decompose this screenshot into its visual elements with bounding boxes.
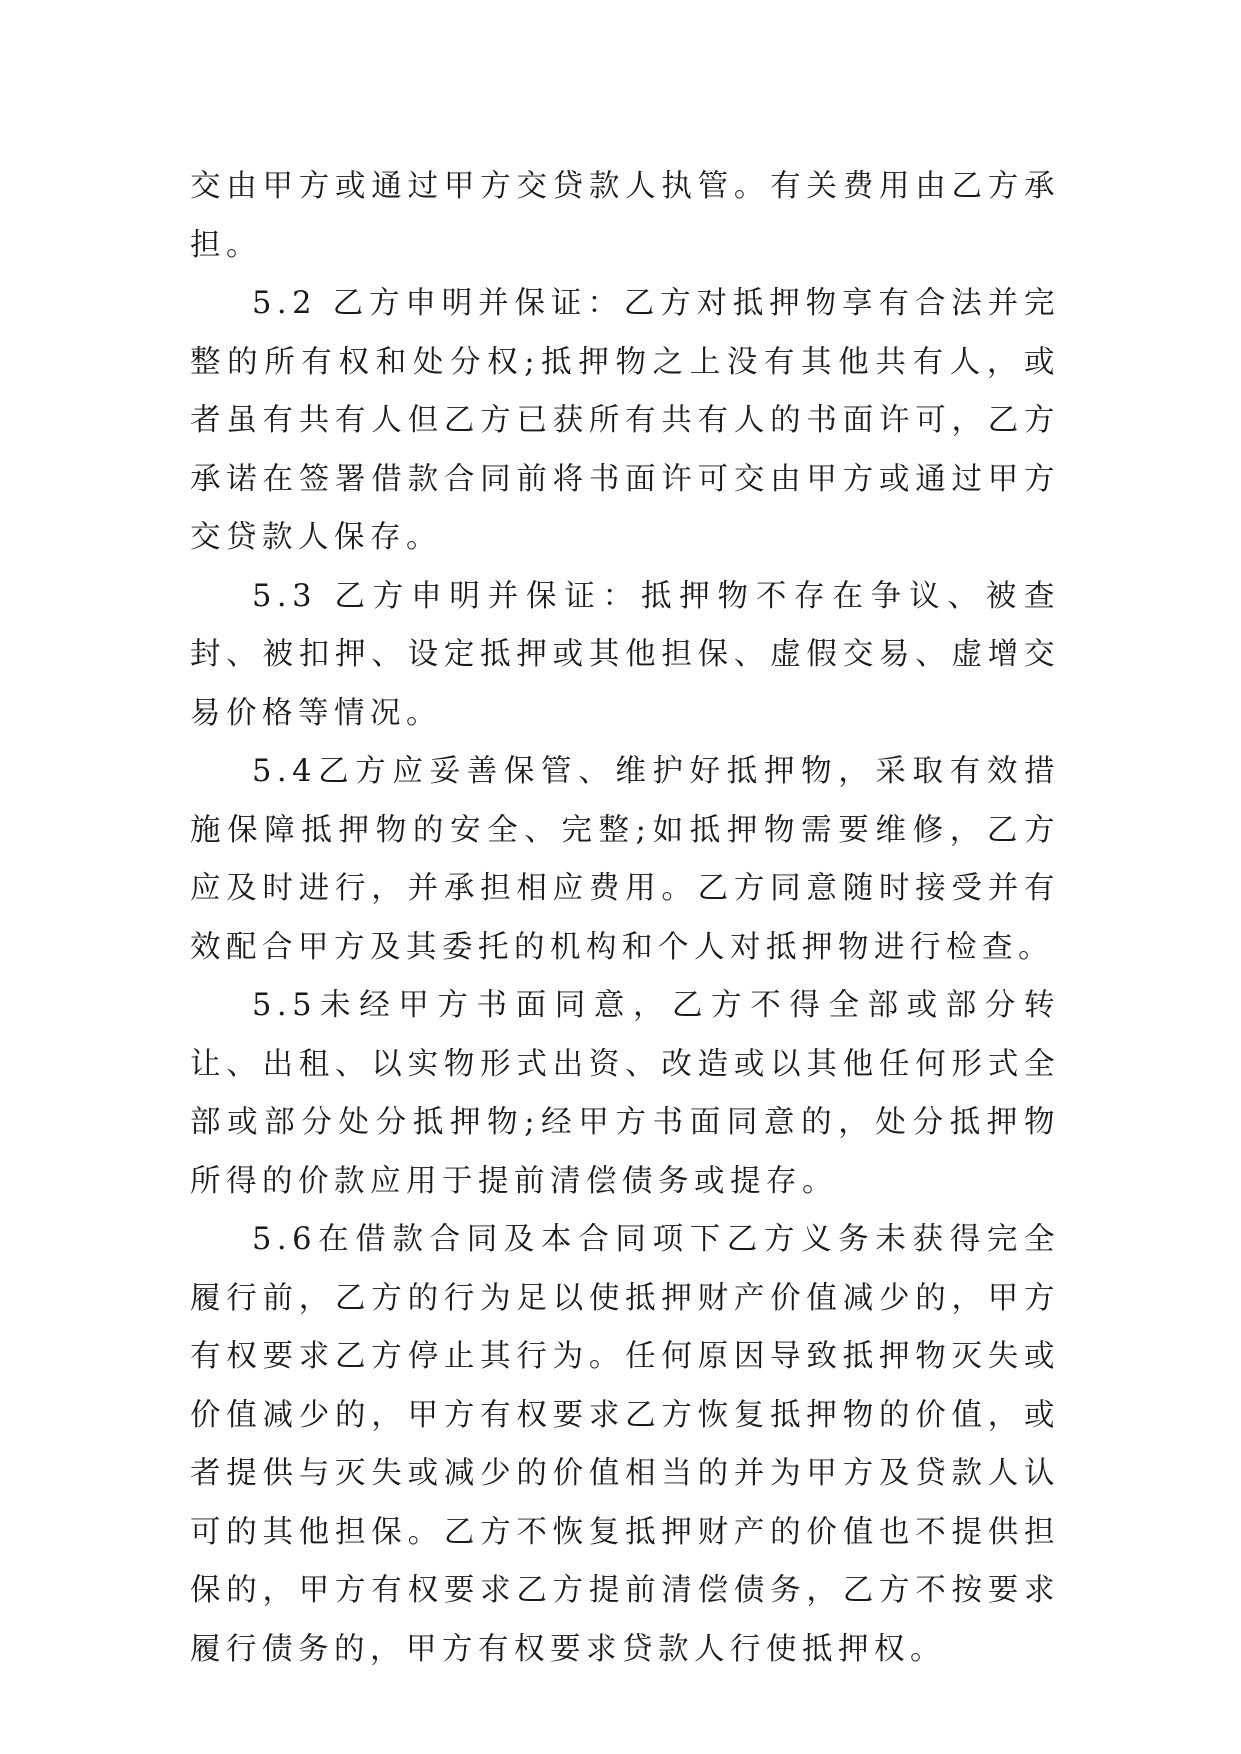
clause-5-6: 5.6在借款合同及本合同项下乙方义务未获得完全履行前，乙方的行为足以使抵押财产价值减少的，甲方有权要求乙方停止其行为。任何原因导致抵押物灭失或价值减少的，甲方有权要求乙方恢复抵押物的价值，或者提供与灭失或减少的价值相当的并为甲方及贷款人认可的其他担保。乙方不恢复抵押财产的价值也不提供担保的，甲方有权要求乙方提前清偿债务，乙方不按要求履行债务的，甲方有权要求贷款人行使抵押权。 xyxy=(190,1222,1060,1667)
document-body xyxy=(190,158,1060,1679)
clause-5-5: 5.5未经甲方书面同意，乙方不得全部或部分转让、出租、以实物形式出资、改造或以其他任何形式全部或部分处分抵押物;经甲方书面同意的，处分抵押物所得的价款应用于提前清偿债务或提存。 xyxy=(190,988,1060,1199)
clause-5-2: 5.2 乙方申明并保证：乙方对抵押物享有合法并完整的所有权和处分权;抵押物之上没有其他共有人，或者虽有共有人但乙方已获所有共有人的书面许可，乙方承诺在签署借款合同前将书面许可交由甲方或通过甲方交贷款人保存。 xyxy=(190,286,1060,555)
clause-5-3: 5.3 乙方申明并保证：抵押物不存在争议、被查封、被扣押、设定抵押或其他担保、虚假交易、虚增交易价格等情况。 xyxy=(190,578,1060,731)
clause-5-4: 5.4乙方应妥善保管、维护好抵押物，采取有效措施保障抵押物的安全、完整;如抵押物需要维修，乙方应及时进行，并承担相应费用。乙方同意随时接受并有效配合甲方及其委托的机构和个人对抵押物进行检查。 xyxy=(190,754,1060,965)
paragraph-continuation: 交由甲方或通过甲方交贷款人执管。有关费用由乙方承担。 xyxy=(190,169,1060,263)
